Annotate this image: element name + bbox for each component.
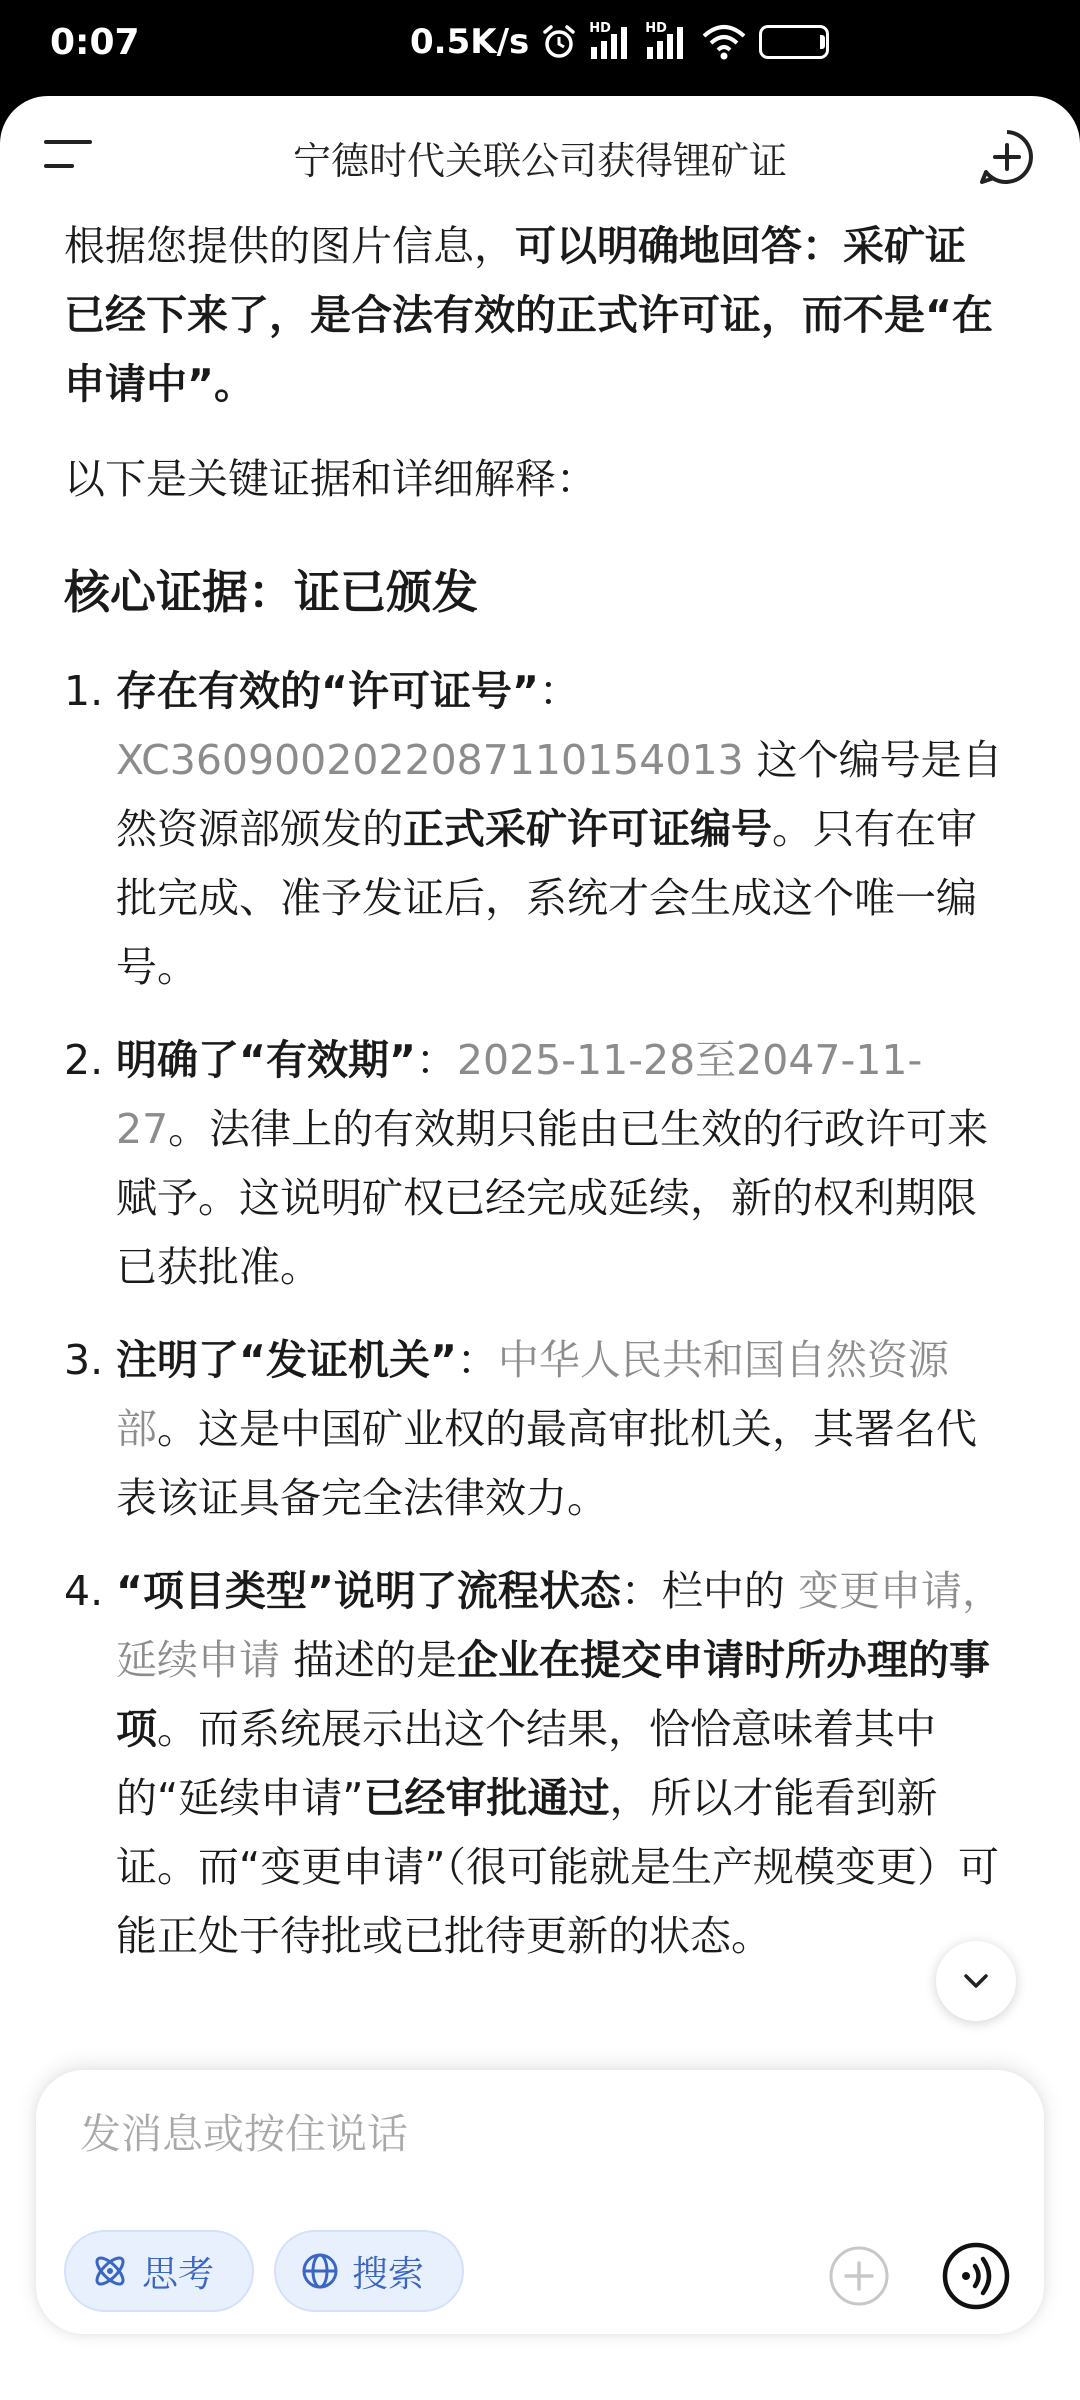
think-label: 思考 <box>142 2253 215 2295</box>
assistant-message <box>64 212 1004 2162</box>
battery-level: 93 <box>778 29 810 55</box>
status-icons <box>410 22 825 62</box>
message-input[interactable] <box>78 2098 982 2170</box>
lead-text: 以下是关键证据和详细解释： <box>64 455 597 503</box>
intro-plain: 根据您提供的图片信息， <box>64 222 515 270</box>
item-colon: ： <box>415 1036 457 1084</box>
network-speed: 0.5K/s <box>410 22 530 62</box>
item-text: 。法律上的有效期只能由已生效的行政许可来赋予。这说明矿权已经完成延续，新的权利期限已获批准。 <box>116 1105 989 1291</box>
status-bar <box>0 0 1080 96</box>
list-number: 2. <box>64 1036 104 1084</box>
list-item-body <box>116 657 1004 1002</box>
item-text: ，所以才能看到新证。而“变更申请”（很可能就是生产规模变更）可能正处于待批或已批待更新的状态。 <box>116 1774 999 1960</box>
item-colon: ： <box>538 667 580 715</box>
signal-1-label: HD <box>589 21 611 36</box>
page-title: 宁德时代关联公司获得锂矿证 <box>292 139 787 183</box>
search-toggle[interactable] <box>274 2230 464 2312</box>
item-text: 这个编号是自然资源部颁发的 <box>116 736 1003 853</box>
list-number: 4. <box>64 1567 104 1615</box>
item-colon: ：栏中的 <box>620 1567 798 1615</box>
chat-screen <box>0 96 1080 2400</box>
signal-1 <box>589 21 633 59</box>
message-composer <box>36 2070 1044 2334</box>
signal-2 <box>645 21 689 59</box>
top-bar <box>0 96 1080 214</box>
section-heading: 核心证据：证已颁发 <box>64 565 478 619</box>
list-number: 1. <box>64 667 104 715</box>
list-item-body <box>116 1026 1004 1302</box>
item-value: 中华人民共和国自然资源部 <box>116 1336 949 1453</box>
status-time: 0:07 <box>50 22 140 63</box>
item-title: “项目类型”说明了流程状态 <box>116 1567 621 1615</box>
list-item <box>64 1557 1004 1971</box>
signal-2-label: HD <box>645 21 667 36</box>
item-bold-text: 已经审批通过 <box>363 1774 610 1822</box>
item-value: 2025-11-28至2047-11-27 <box>116 1036 923 1153</box>
item-text: 。而系统展示出这个结果，恰恰意味着其中的“延续申请” <box>116 1705 936 1822</box>
battery-indicator <box>759 25 825 59</box>
list-number: 3. <box>64 1336 104 1384</box>
item-title: 明确了“有效期” <box>116 1036 416 1084</box>
item-text: 。只有在审批完成、准予发证后，系统才会生成这个唯一编号。 <box>116 805 977 991</box>
list-item-body <box>116 1557 1004 1971</box>
item-colon: ： <box>456 1336 498 1384</box>
globe-icon <box>300 2251 340 2291</box>
new-chat-icon[interactable] <box>978 128 1036 186</box>
item-text: 描述的是 <box>280 1636 458 1684</box>
item-value: 变更申请，延续申请 <box>116 1567 1003 1684</box>
scroll-to-bottom-button[interactable] <box>936 1941 1016 2021</box>
list-item <box>64 1026 1004 1302</box>
voice-call-button[interactable] <box>942 2242 1010 2310</box>
item-title: 存在有效的“许可证号” <box>116 667 539 715</box>
atom-icon <box>90 2251 130 2291</box>
item-bold-text: 企业在提交申请时所办理的事项 <box>116 1636 991 1753</box>
item-bold-text: 正式采矿许可证编号 <box>403 805 772 853</box>
item-value: XC3609002022087110154013 <box>116 736 744 784</box>
search-label: 搜索 <box>352 2253 425 2295</box>
add-attachment-button[interactable] <box>828 2245 890 2307</box>
chevron-down-icon <box>958 1963 994 1999</box>
battery-icon <box>759 25 829 59</box>
message-intro <box>64 212 1004 419</box>
list-item <box>64 1326 1004 1533</box>
menu-icon[interactable] <box>42 132 94 176</box>
think-toggle[interactable] <box>64 2230 254 2312</box>
intro-bold: 可以明确地回答：采矿证已经下来了，是合法有效的正式许可证，而不是“在申请中”。 <box>64 222 993 408</box>
list-item-body <box>116 1326 1004 1533</box>
item-text: 。这是中国矿业权的最高审批机关，其署名代表该证具备完全法律效力。 <box>116 1405 977 1522</box>
item-title: 注明了“发证机关” <box>116 1336 457 1384</box>
list-item <box>64 657 1004 1002</box>
alarm-icon <box>541 24 577 60</box>
wifi-icon <box>701 24 747 60</box>
